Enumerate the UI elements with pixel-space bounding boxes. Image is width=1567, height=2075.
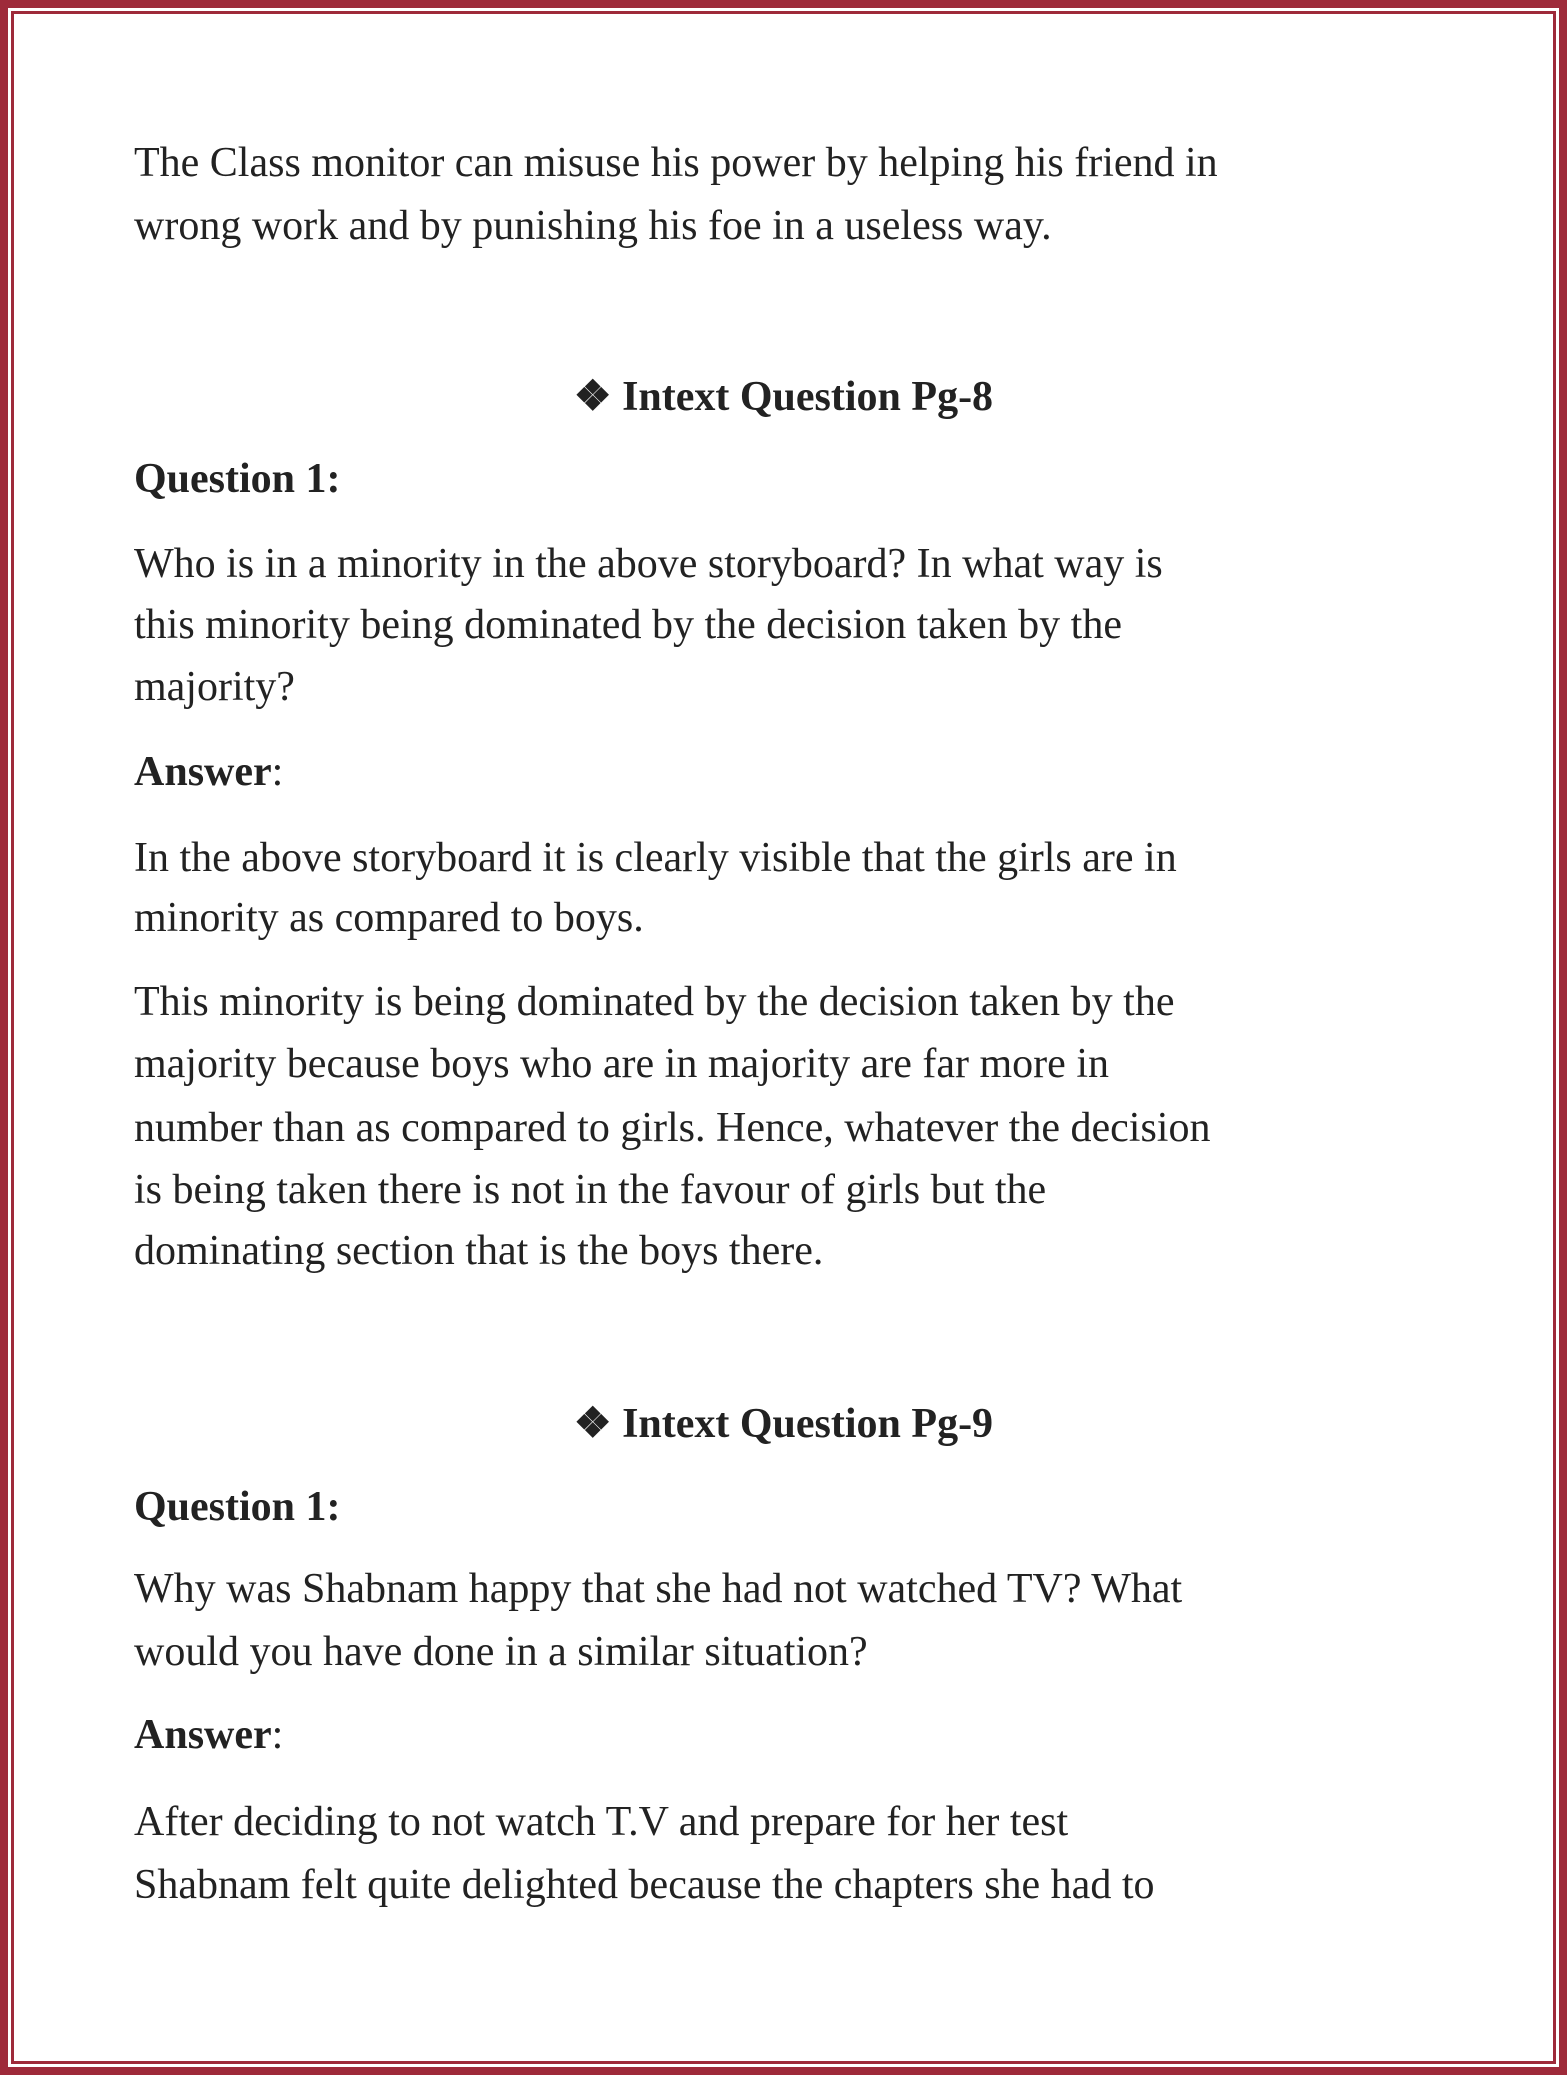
answer-colon: : bbox=[271, 1712, 284, 1758]
question-line: Who is in a minority in the above storyboard? In what way is bbox=[134, 541, 1163, 587]
question-line: this minority being dominated by the decision taken by the bbox=[134, 602, 1122, 648]
section-heading: ❖ Intext Question Pg-8 bbox=[573, 374, 994, 420]
answer-line: In the above storyboard it is clearly visible that the girls are in bbox=[134, 835, 1177, 881]
question-label: Question 1: bbox=[134, 1484, 341, 1530]
answer-line: is being taken there is not in the favour of girls but the bbox=[134, 1167, 1047, 1213]
question-line: majority? bbox=[134, 664, 295, 710]
answer-line: Shabnam felt quite delighted because the chapters she had to bbox=[134, 1862, 1155, 1908]
answer-label-text: Answer bbox=[134, 1712, 272, 1758]
answer-line: dominating section that is the boys there. bbox=[134, 1228, 824, 1274]
answer-line: This minority is being dominated by the decision taken by the bbox=[134, 979, 1175, 1025]
answer-colon: : bbox=[271, 749, 284, 795]
answer-label bbox=[134, 1710, 283, 1760]
answer-line: minority as compared to boys. bbox=[134, 895, 644, 941]
answer-line: After deciding to not watch T.V and prepare for her test bbox=[134, 1799, 1069, 1845]
question-line: Why was Shabnam happy that she had not watched TV? What bbox=[134, 1566, 1183, 1612]
answer-line: number than as compared to girls. Hence, whatever the decision bbox=[134, 1105, 1211, 1151]
answer-line: majority because boys who are in majority are far more in bbox=[134, 1041, 1109, 1087]
answer-label-text: Answer bbox=[134, 749, 272, 795]
intro-line: wrong work and by punishing his foe in a useless way. bbox=[134, 203, 1052, 249]
question-label: Question 1: bbox=[134, 456, 341, 502]
answer-label bbox=[134, 747, 283, 797]
intro-line: The Class monitor can misuse his power by helping his friend in bbox=[134, 140, 1218, 186]
question-line: would you have done in a similar situation? bbox=[134, 1629, 868, 1675]
section-heading: ❖ Intext Question Pg-9 bbox=[573, 1401, 994, 1447]
